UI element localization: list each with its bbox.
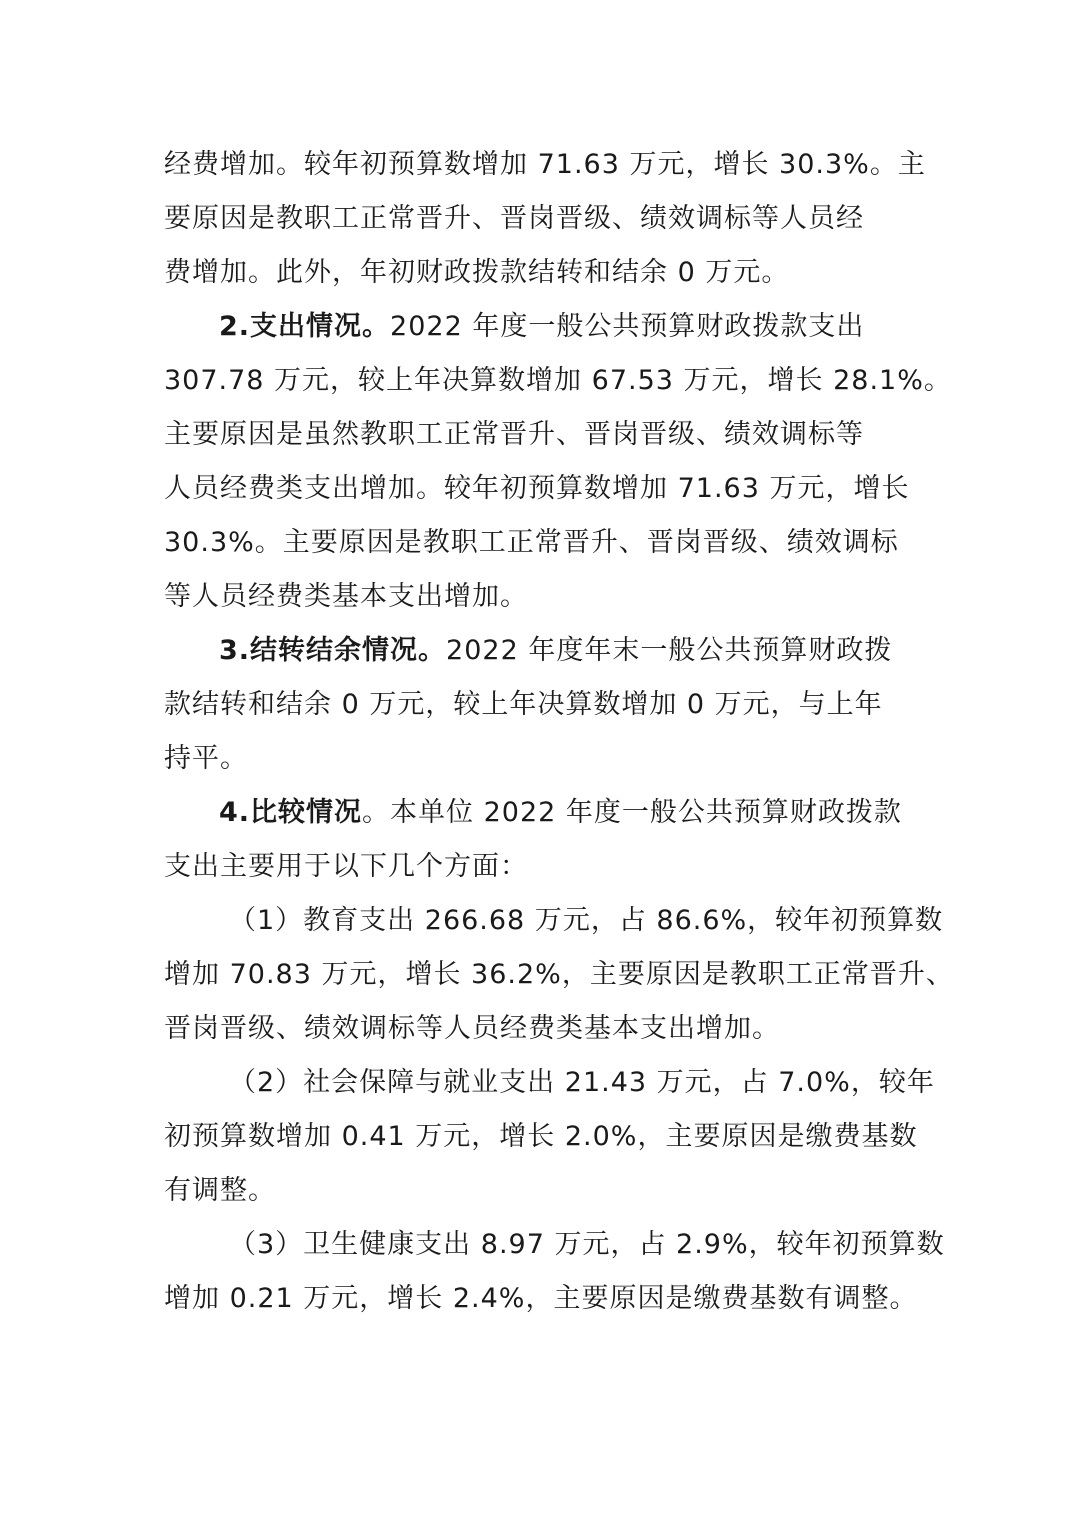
text-line: 有调整。 xyxy=(164,1175,276,1206)
text-line: 增加 0.21 万元，增长 2.4%，主要原因是缴费基数有调整。 xyxy=(164,1283,918,1314)
section-3-first-line: 3.结转结余情况。2022 年度年末一般公共预算财政拨 xyxy=(219,635,893,666)
text-line: 款结转和结余 0 万元，较上年决算数增加 0 万元，与上年 xyxy=(164,689,883,720)
text-line: 30.3%。主要原因是教职工正常晋升、晋岗晋级、绩效调标 xyxy=(164,527,899,558)
text-line: 初预算数增加 0.41 万元，增长 2.0%，主要原因是缴费基数 xyxy=(164,1121,918,1152)
section-heading: 2.支出情况。 xyxy=(219,311,391,342)
text-line: 人员经费类支出增加。较年初预算数增加 71.63 万元，增长 xyxy=(164,473,910,504)
text-line: 晋岗晋级、绩效调标等人员经费类基本支出增加。 xyxy=(164,1013,780,1044)
text-line: 持平。 xyxy=(164,743,248,774)
text-line: 费增加。此外，年初财政拨款结转和结余 0 万元。 xyxy=(164,257,790,288)
item-2-first-line: （2）社会保障与就业支出 21.43 万元，占 7.0%，较年 xyxy=(229,1067,935,1098)
text-line: 经费增加。较年初预算数增加 71.63 万元，增长 30.3%。主 xyxy=(164,149,926,180)
section-4-first-line: 4.比较情况。本单位 2022 年度一般公共预算财政拨款 xyxy=(219,797,902,828)
text-line: 等人员经费类基本支出增加。 xyxy=(164,581,528,612)
text-line: 307.78 万元，较上年决算数增加 67.53 万元，增长 28.1%。 xyxy=(164,365,952,396)
text-line: 增加 70.83 万元，增长 36.2%，主要原因是教职工正常晋升、 xyxy=(164,959,954,990)
text-line: 支出主要用于以下几个方面： xyxy=(164,851,528,882)
item-3-first-line: （3）卫生健康支出 8.97 万元，占 2.9%，较年初预算数 xyxy=(229,1229,945,1260)
text-line: 主要原因是虽然教职工正常晋升、晋岗晋级、绩效调标等 xyxy=(164,419,864,450)
text-line: 要原因是教职工正常晋升、晋岗晋级、绩效调标等人员经 xyxy=(164,203,864,234)
section-heading: 4.比较情况 xyxy=(219,797,363,828)
item-1-first-line: （1）教育支出 266.68 万元，占 86.6%，较年初预算数 xyxy=(229,905,944,936)
section-2-first-line: 2.支出情况。2022 年度一般公共预算财政拨款支出 xyxy=(219,311,865,342)
section-heading: 3.结转结余情况。 xyxy=(219,635,447,666)
